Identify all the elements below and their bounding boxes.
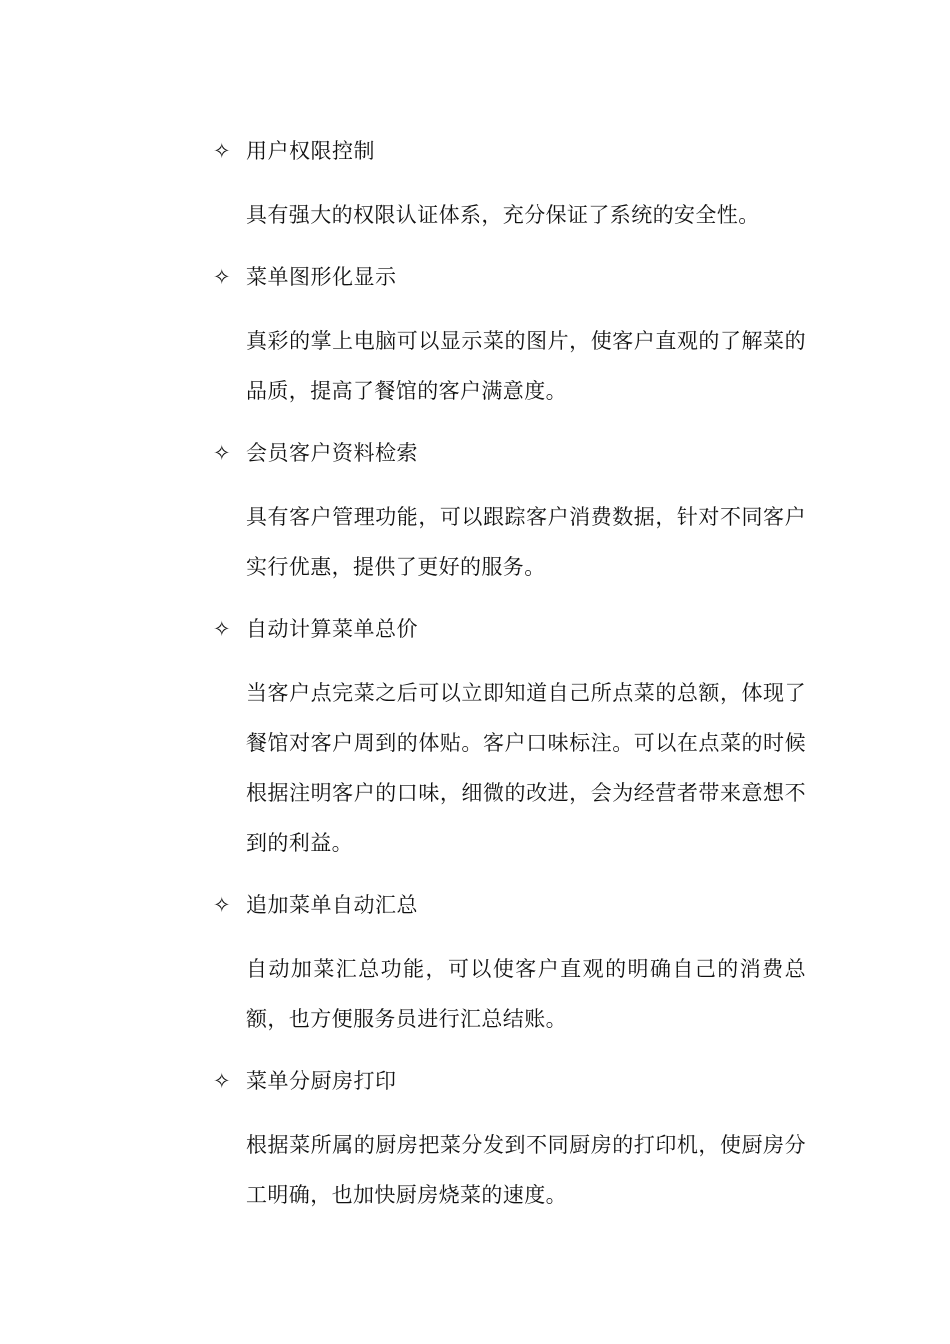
section-heading: 菜单分厨房打印 [246, 1069, 397, 1093]
diamond-star-bullet-icon: ✧ [213, 265, 231, 289]
feature-section-menu-graphics [213, 254, 813, 416]
section-heading: 自动计算菜单总价 [246, 617, 418, 641]
section-body: 当客户点完菜之后可以立即知道自己所点菜的总额，体现了餐馆对客户周到的体贴。客户口味标注。可以在点菜的时候根据注明客户的口味，细微的改进，会为经营者带来意想不到的利益。 [246, 681, 806, 855]
section-body: 自动加菜汇总功能，可以使客户直观的明确自己的消费总额，也方便服务员进行汇总结账。 [246, 957, 806, 1031]
section-heading: 会员客户资料检索 [246, 441, 418, 465]
section-body: 具有强大的权限认证体系，充分保证了系统的安全性。 [246, 203, 760, 227]
feature-section-auto-total [213, 606, 813, 868]
section-heading: 追加菜单自动汇总 [246, 893, 418, 917]
section-heading-row [213, 882, 813, 928]
feature-section-kitchen-print [213, 1058, 813, 1220]
section-body: 根据菜所属的厨房把菜分发到不同厨房的打印机，使厨房分工明确，也加快厨房烧菜的速度。 [246, 1133, 806, 1207]
feature-section-user-permissions [213, 128, 813, 240]
feature-section-add-order-summary [213, 882, 813, 1044]
section-heading-row [213, 430, 813, 476]
diamond-star-bullet-icon: ✧ [213, 617, 231, 641]
section-heading-row [213, 1058, 813, 1104]
diamond-star-bullet-icon: ✧ [213, 893, 231, 917]
feature-list [213, 128, 813, 1234]
diamond-star-bullet-icon: ✧ [213, 139, 231, 163]
section-heading-row [213, 606, 813, 652]
diamond-star-bullet-icon: ✧ [213, 1069, 231, 1093]
section-heading-row [213, 254, 813, 300]
section-body: 真彩的掌上电脑可以显示菜的图片，使客户直观的了解菜的品质，提高了餐馆的客户满意度。 [246, 329, 806, 403]
diamond-star-bullet-icon: ✧ [213, 441, 231, 465]
section-heading-row [213, 128, 813, 174]
section-heading: 菜单图形化显示 [246, 265, 397, 289]
section-body: 具有客户管理功能，可以跟踪客户消费数据，针对不同客户实行优惠，提供了更好的服务。 [246, 505, 806, 579]
feature-section-member-search [213, 430, 813, 592]
section-heading: 用户权限控制 [246, 139, 375, 163]
